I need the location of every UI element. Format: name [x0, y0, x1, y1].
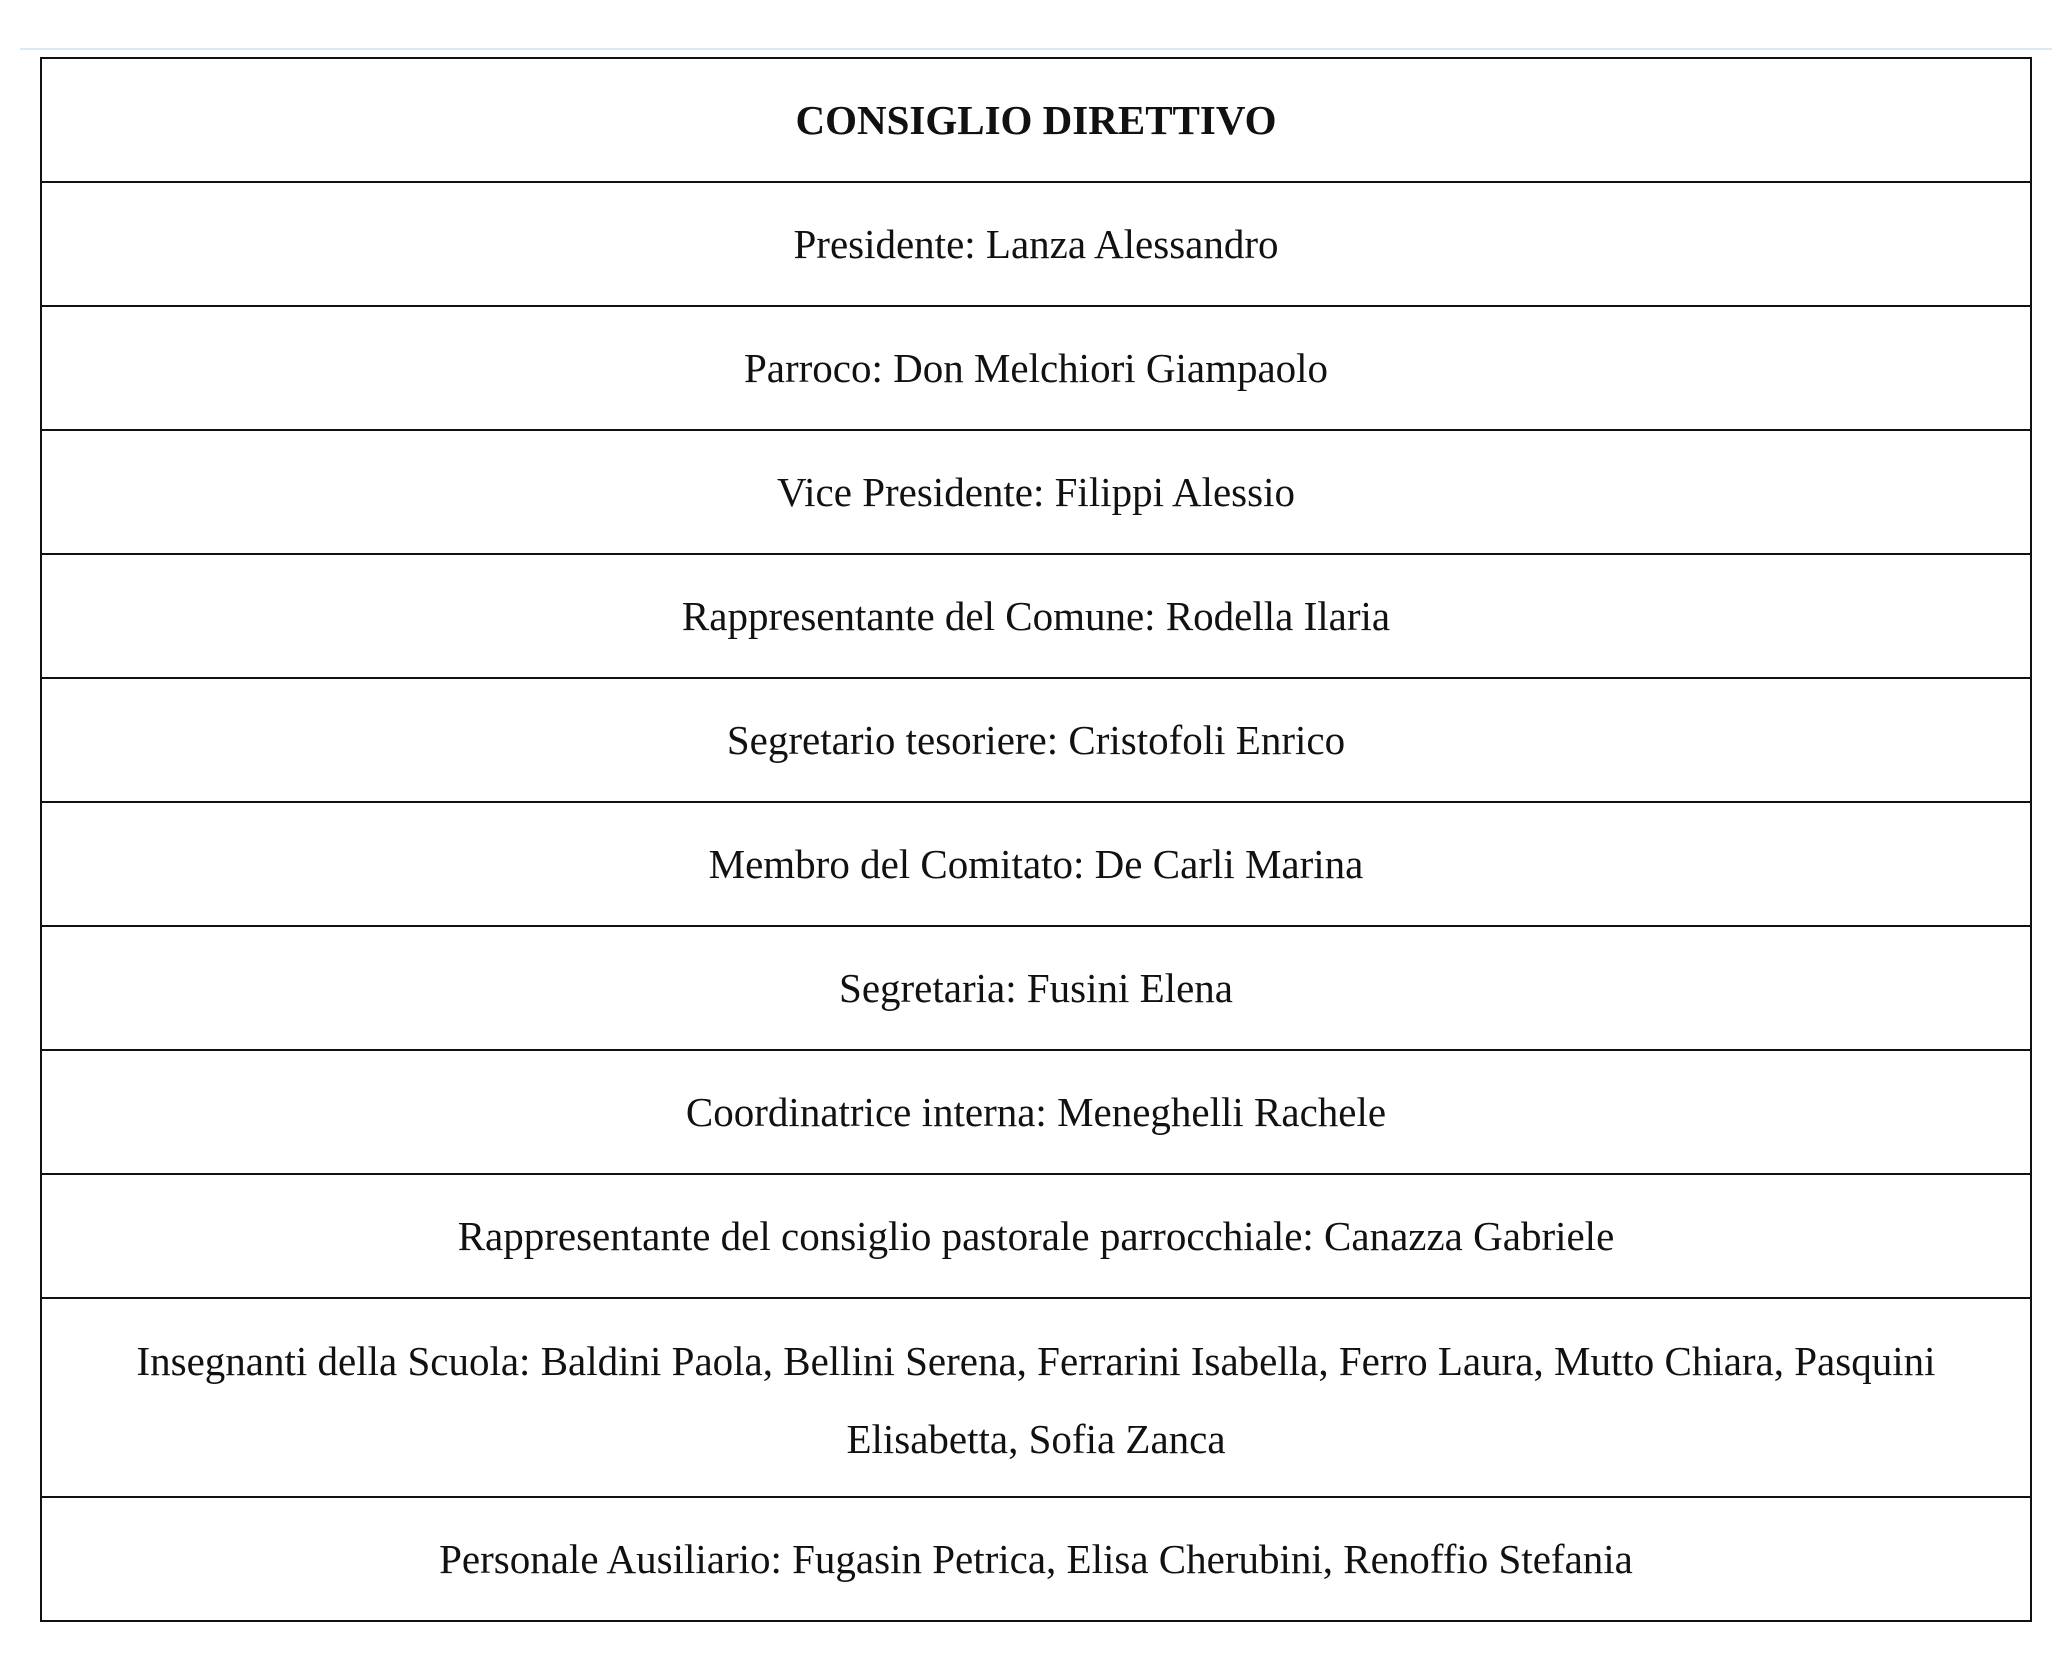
table-row [41, 430, 2031, 554]
member-entry-municipality-representative: Rappresentante del Comune: Rodella Ilaria [41, 554, 2031, 678]
member-entry-committee-member: Membro del Comitato: De Carli Marina [41, 802, 2031, 926]
board-members-table [40, 57, 2032, 1622]
member-entry-secretary: Segretaria: Fusini Elena [41, 926, 2031, 1050]
member-entry-president: Presidente: Lanza Alessandro [41, 182, 2031, 306]
member-entry-vice-president: Vice Presidente: Filippi Alessio [41, 430, 2031, 554]
table-row [41, 802, 2031, 926]
member-entry-auxiliary-staff: Personale Ausiliario: Fugasin Petrica, Elisa Cherubini, Renoffio Stefania [41, 1497, 2031, 1621]
table-row [41, 1174, 2031, 1298]
top-divider [20, 48, 2052, 50]
table-row [41, 1497, 2031, 1621]
member-entry-internal-coordinator: Coordinatrice interna: Meneghelli Rachele [41, 1050, 2031, 1174]
table-row [41, 182, 2031, 306]
table-title: CONSIGLIO DIRETTIVO [41, 58, 2031, 182]
member-entry-parish-priest: Parroco: Don Melchiori Giampaolo [41, 306, 2031, 430]
member-entry-pastoral-council-representative: Rappresentante del consiglio pastorale parrocchiale: Canazza Gabriele [41, 1174, 2031, 1298]
member-entry-secretary-treasurer: Segretario tesoriere: Cristofoli Enrico [41, 678, 2031, 802]
table-row [41, 554, 2031, 678]
table-row [41, 678, 2031, 802]
table-row [41, 926, 2031, 1050]
table-row [41, 1050, 2031, 1174]
table-row [41, 1298, 2031, 1497]
table-header-row [41, 58, 2031, 182]
member-entry-teachers: Insegnanti della Scuola: Baldini Paola, Bellini Serena, Ferrarini Isabella, Ferro Laura, Mutto Chiara, Pasquini Elisabetta, Sofia Zanca [41, 1298, 2031, 1497]
table-row [41, 306, 2031, 430]
